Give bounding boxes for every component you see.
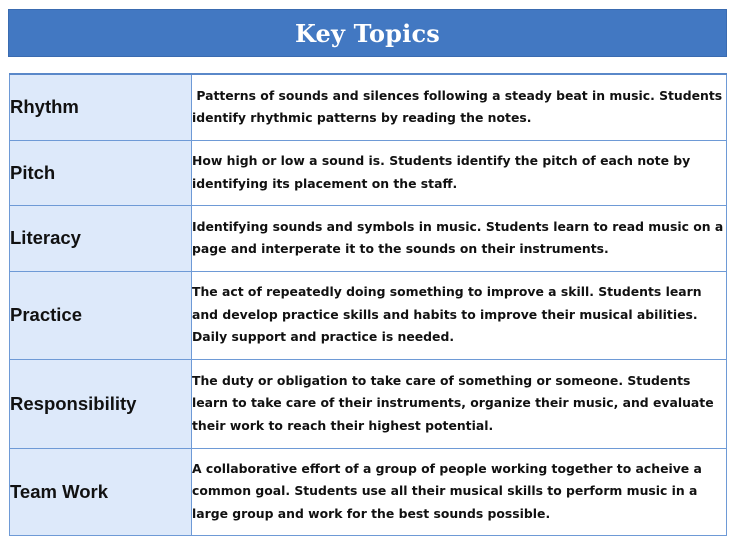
topic-description: Identifying sounds and symbols in music. Students learn to read music on a page and interperate it to the sounds on their instruments. bbox=[192, 205, 727, 271]
topic-term: Practice bbox=[10, 271, 192, 359]
table-row bbox=[10, 448, 727, 535]
topic-term: Rhythm bbox=[10, 74, 192, 140]
topics-table bbox=[9, 73, 727, 536]
topic-description: The duty or obligation to take care of something or someone. Students learn to take care of their instruments, organize their music, and evaluate their work to reach their highest potential. bbox=[192, 359, 727, 448]
table-row bbox=[10, 359, 727, 448]
topic-description: Patterns of sounds and silences following a steady beat in music. Students identify rhythmic patterns by reading the notes. bbox=[192, 74, 727, 140]
page-title: Key Topics bbox=[294, 18, 441, 48]
table-row bbox=[10, 271, 727, 359]
table-row bbox=[10, 74, 727, 140]
title-banner bbox=[8, 9, 727, 57]
table-row bbox=[10, 140, 727, 205]
topic-term: Literacy bbox=[10, 205, 192, 271]
topic-term: Pitch bbox=[10, 140, 192, 205]
topic-term: Responsibility bbox=[10, 359, 192, 448]
topic-description: How high or low a sound is. Students identify the pitch of each note by identifying its placement on the staff. bbox=[192, 140, 727, 205]
topic-description: The act of repeatedly doing something to improve a skill. Students learn and develop practice skills and habits to improve their musical abilities. Daily support and practice is needed. bbox=[192, 271, 727, 359]
topic-term: Team Work bbox=[10, 448, 192, 535]
table-row bbox=[10, 205, 727, 271]
topic-description: A collaborative effort of a group of people working together to acheive a common goal. Students use all their musical skills to perform music in a large group and work for the best sounds possible. bbox=[192, 448, 727, 535]
